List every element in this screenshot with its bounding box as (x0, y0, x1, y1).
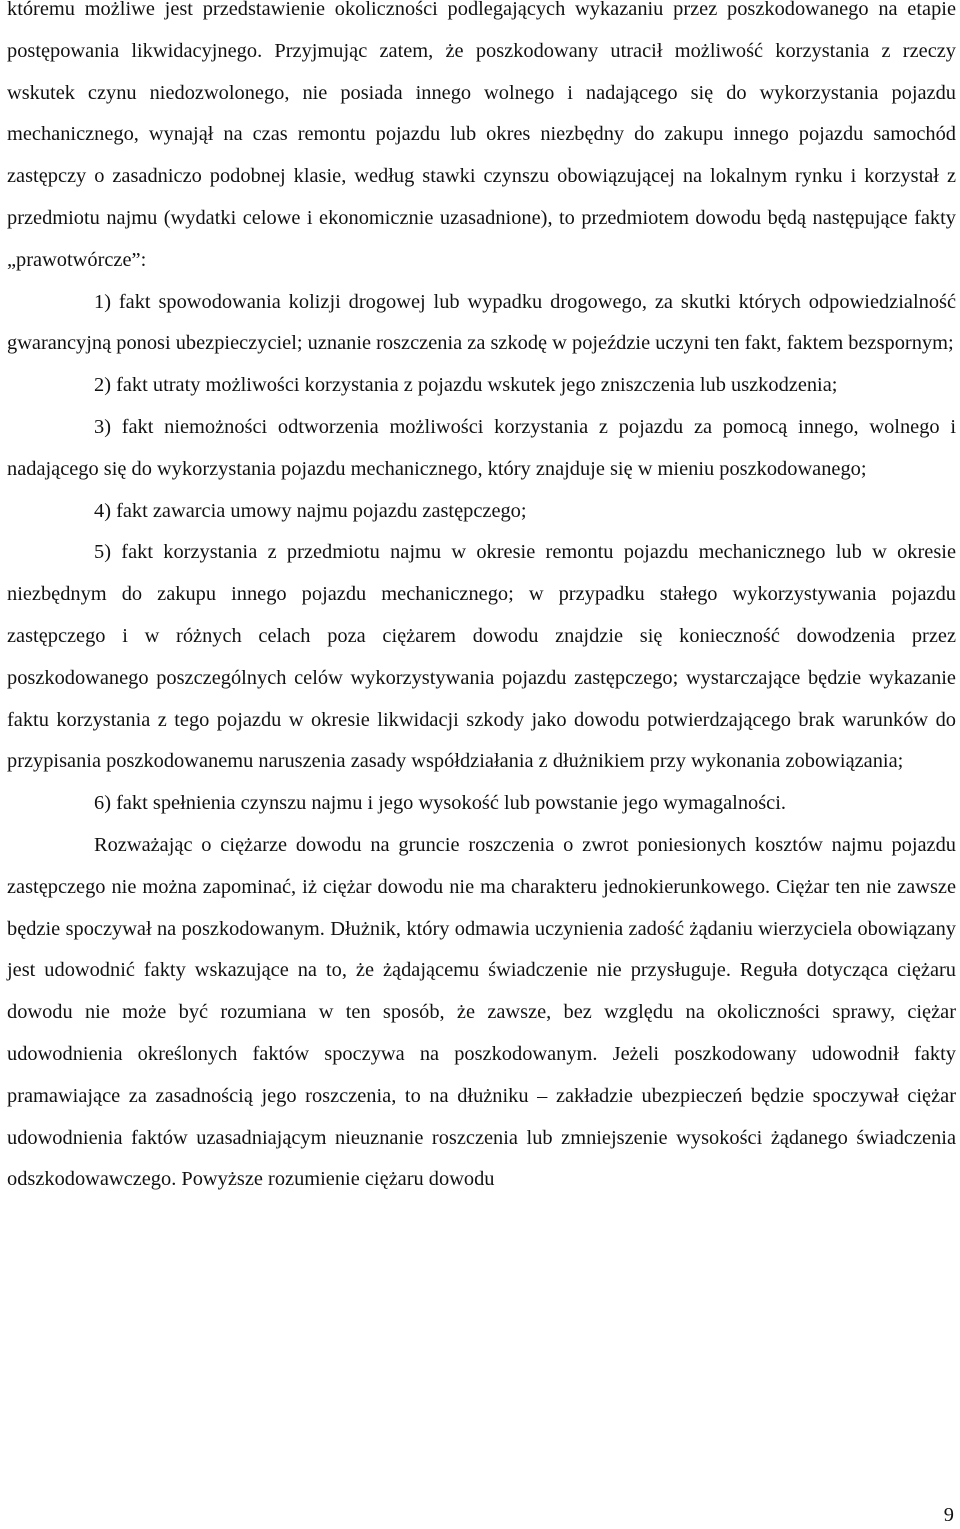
paragraph-burden-of-proof: Rozważając o ciężarze dowodu na gruncie roszczenia o zwrot poniesionych kosztów najmu pojazdu zastępczego nie można zapominać, iż ciężar dowodu nie ma charakteru jednokierunkowego. Ciężar ten nie zawsze będzie spoczywał na poszkodowanym. Dłużnik, który odmawia uczynienia zadość żądaniu wierzyciela obowiązany jest udowodnić fakty wskazujące na to, że żądającemu świadczenie nie przysługuje. Reguła dotycząca ciężaru dowodu nie może być rozumiana w ten sposób, że zawsze, bez względu na okoliczności sprawy, ciężar udowodnienia określonych faktów spoczywa na poszkodowanym. Jeżeli poszkodowany udowodnił fakty pramawiające za zasadnością jego roszczenia, to na dłużniku – zakładzie ubezpieczeń będzie spoczywał ciężar udowodnienia faktów uzasadniającym nieuznanie roszczenia lub zmniejszenie wysokości żądanego świadczenia odszkodowawczego. Powyższe rozumienie ciężaru dowodu (7, 833, 956, 1191)
paragraph-continuation: któremu możliwe jest przedstawienie okoliczności podlegających wykazaniu przez poszkodowanego na etapie postępowania likwidacyjnego. Przyjmując zatem, że poszkodowany utracił możliwość korzystania z rzeczy wskutek czynu niedozwolonego, nie posiada innego wolnego i nadającego się do wykorzystania pojazdu mechanicznego, wynajął na czas remontu pojazdu lub okres niezbędny do zakupu innego pojazdu samochód zastępczy o zasadniczo podobnej klasie, według stawki czynszu obowiązującej na lokalnym rynku i korzystał z przedmiotu najmu (wydatki celowe i ekonomicznie uzasadnione), to przedmiotem dowodu będą następujące fakty „prawotwórcze”: (7, 0, 956, 271)
list-item-4: 4) fakt zawarcia umowy najmu pojazdu zastępczego; (94, 499, 527, 522)
document-page (7, 0, 956, 1201)
page-number: 9 (943, 1504, 954, 1526)
list-item-1: 1) fakt spowodowania kolizji drogowej lub wypadku drogowego, za skutki których odpowiedzialność gwarancyjną ponosi ubezpieczyciel; uznanie roszczenia za szkodę w pojeździe uczyni ten fakt, faktem bezspornym; (7, 290, 956, 355)
list-item-3: 3) fakt niemożności odtworzenia możliwości korzystania z pojazdu za pomocą innego, wolnego i nadającego się do wykorzystania pojazdu mechanicznego, który znajduje się w mieniu poszkodowanego; (7, 415, 956, 480)
list-item-5: 5) fakt korzystania z przedmiotu najmu w okresie remontu pojazdu mechanicznego lub w okresie niezbędnym do zakupu innego pojazdu mechanicznego; w przypadku stałego wykorzystywania pojazdu zastępczego i w różnych celach poza ciężarem dowodu znajdzie się konieczność dowodzenia przez poszkodowanego poszczególnych celów wykorzystywania pojazdu zastępczego; wystarczające będzie wykazanie faktu korzystania z tego pojazdu w okresie likwidacji szkody jako dowodu potwierdzającego brak warunków do przypisania poszkodowanemu naruszenia zasady współdziałania z dłużnikiem przy wykonania zobowiązania; (7, 541, 956, 773)
list-item-2: 2) fakt utraty możliwości korzystania z pojazdu wskutek jego zniszczenia lub uszkodzenia; (94, 374, 838, 397)
list-item-6: 6) fakt spełnienia czynszu najmu i jego wysokość lub powstanie jego wymagalności. (94, 792, 786, 815)
